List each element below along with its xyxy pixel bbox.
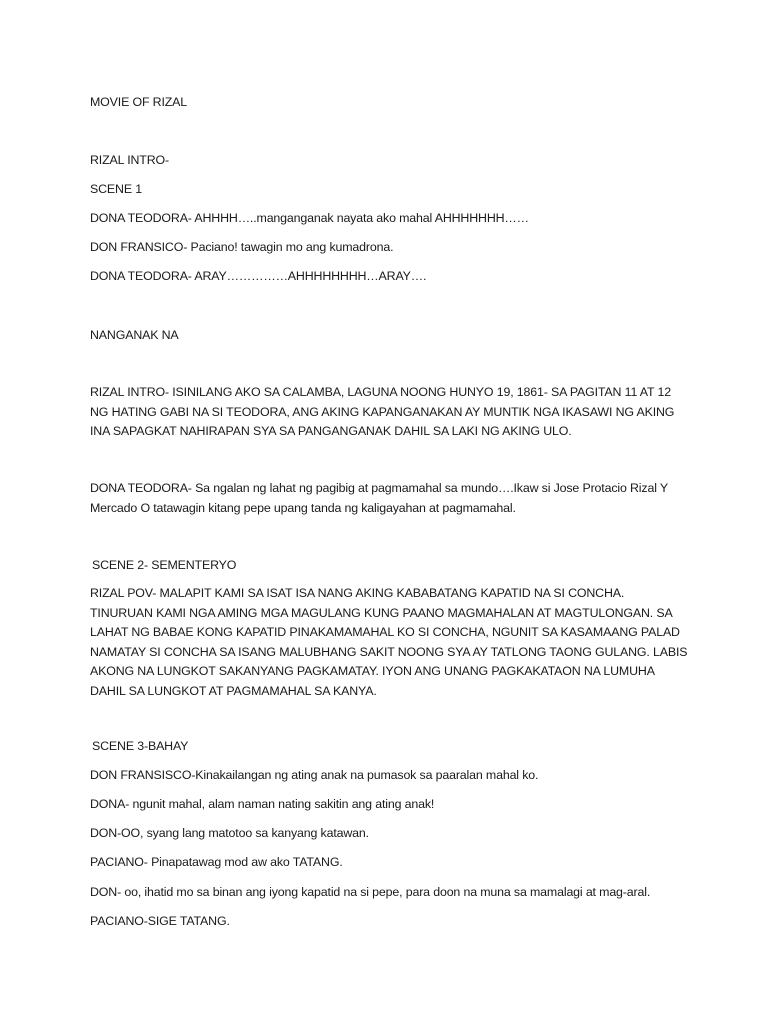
scene-1-line: DONA TEODORA- AHHHH…..manganganak nayata ako mahal AHHHHHHH…… (90, 211, 529, 225)
scene-3-line: DON-OO, syang lang matotoo sa kanyang katawan. (90, 826, 369, 840)
scene-3-line: DONA- ngunit mahal, alam naman nating sakitin ang ating anak! (90, 797, 435, 811)
scene-1-heading: SCENE 1 (90, 182, 142, 196)
rizal-pov-paragraph: RIZAL POV- MALAPIT KAMI SA ISAT ISA NANG AKING KABABATANG KAPATID NA SI CONCHA. TINURUAN KAMI NGA AMING MGA MAGULANG KUNG PAANO MAGMAHALAN AT MAGTULONGAN. SA LAHAT NG BABAE KONG KAPATID PINAKAMAMAHAL KO SI CONCHA, NGUNIT SA KASAMAANG PALAD NAMATAY SI CONCHA SA ISANG MALUBHANG SAKIT NOONG SYA AY TATLONG TAONG GULANG. LABIS AKONG NA LUNGKOT SAKANYANG PAGKAMATAY. IYON ANG UNANG PAGKAKATAON NA LUMUHA DAHIL SA LUNGKOT AT PAGMAMAHAL SA KANYA. (90, 586, 688, 698)
scene-3-line: DON FRANSISCO-Kinakailangan ng ating anak na pumasok sa paaralan mahal ko. (90, 768, 539, 782)
scene-3-line: PACIANO- Pinapatawag mod aw ako TATANG. (90, 855, 343, 869)
document-title: MOVIE OF RIZAL (90, 95, 188, 109)
dona-teodora-paragraph: DONA TEODORA- Sa ngalan ng lahat ng pagibig at pagmamahal sa mundo….Ikaw si Jose Protacio Rizal Y Mercado O tatawagin kitang pepe upang tanda ng kaligayahan at pagmamahal. (90, 481, 668, 515)
scene-2-heading: SCENE 2- SEMENTERYO (92, 558, 237, 572)
scene-3-line: PACIANO-SIGE TATANG. (90, 914, 230, 928)
scene-3-heading: SCENE 3-BAHAY (92, 739, 189, 753)
nanganak-na-line: NANGANAK NA (90, 328, 179, 342)
rizal-intro-paragraph: RIZAL INTRO- ISINILANG AKO SA CALAMBA, LAGUNA NOONG HUNYO 19, 1861- SA PAGITAN 11 AT 12 NG HATING GABI NA SI TEODORA, ANG AKING KAPANGANAKAN AY MUNTIK NGA IKASAWI NG AKING INA SAPAGKAT NAHIRAPAN SYA SA PANGANGANAK DAHIL SA LAKI NG AKING ULO. (90, 385, 675, 438)
scene-3-line: DON- oo, ihatid mo sa binan ang iyong kapatid na si pepe, para doon na muna sa mamalagi at mag-aral. (90, 885, 651, 899)
scene-1-line: DON FRANSICO- Paciano! tawagin mo ang kumadrona. (90, 240, 394, 254)
scene-1-line: DONA TEODORA- ARAY……………AHHHHHHHH…ARAY…. (90, 269, 427, 283)
rizal-intro-heading: RIZAL INTRO- (90, 153, 169, 167)
